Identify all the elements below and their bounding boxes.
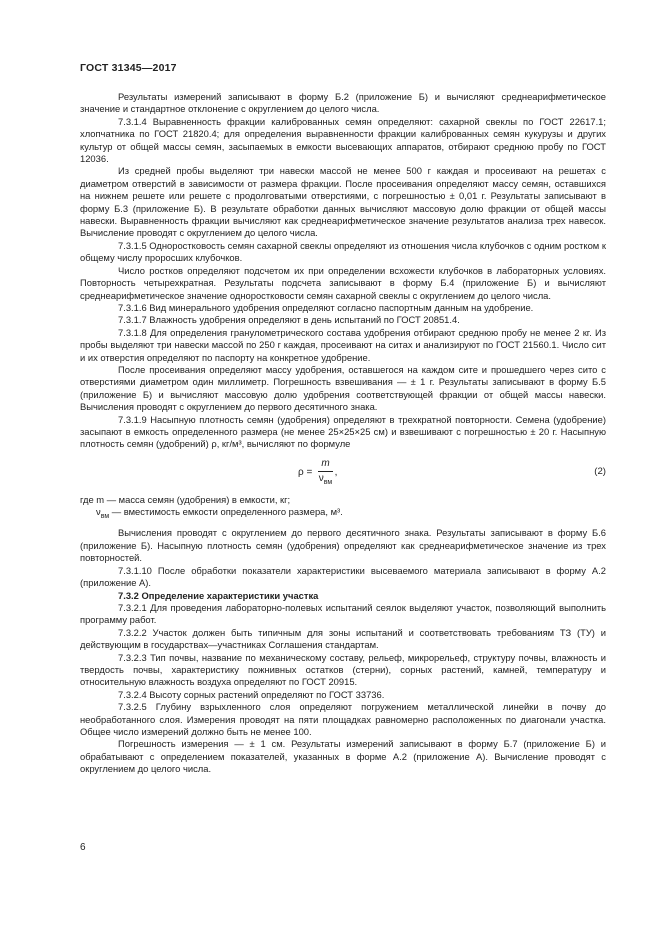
section-heading: 7.3.2 Определение характеристики участка xyxy=(118,589,319,601)
paragraph: 7.3.2.1 Для проведения лабораторно-полевых испытаний сеялок выделяют участок, позволяющий выполнить программу работ. xyxy=(80,601,606,626)
paragraph: 7.3.1.8 Для определения гранулометрического состава удобрения отбирают среднюю пробу не менее 2 кг. Из пробы выделяют три навески массой по 250 г каждая, просеивают на ситах и анализируют по ГОСТ 21560.1. Число сит и их отверстия определяют по паспорту на конкретное удобрение. xyxy=(80,326,606,363)
paragraph: Погрешность измерения — ± 1 см. Результаты измерений записывают в форму Б.7 (приложение Б) и обрабатывают с определением показателей, указанных в форме А.2 (приложение А). Вычисление проводят с округлением до целого числа. xyxy=(80,738,606,775)
formula-number: (2) xyxy=(594,465,606,477)
paragraph: 7.3.1.7 Влажность удобрения определяют в день испытаний по ГОСТ 20851.4. xyxy=(118,314,460,326)
page-number: 6 xyxy=(80,842,86,853)
paragraph: После просеивания определяют массу удобрения, оставшегося на каждом сите и прошедшего через сито с отверстиями диаметром один миллиметр. Погрешность взвешивания — ± 1 г. Результаты записывают в форму Б.5 (приложение Б) и вычисляют массовую долю удобрения соответствующей фракции от общей массы навески. Вычисления проводят с округлением до первого десятичного знака. xyxy=(80,363,606,413)
legend-nu-symbol: ν xyxy=(96,506,101,518)
paragraph: 7.3.1.9 Насыпную плотность семян (удобрения) определяют в трехкратной повторности. Семена (удобрение) засыпают в емкость определенного размера (не менее 25×25×25 см) и взвешивают с погрешностью ± 20 г. Насыпную плотность семян (удобрений) ρ, кг/м³, вычисляют по формуле xyxy=(80,413,606,450)
formula-den-symbol: ν xyxy=(318,472,324,484)
legend-line: где m — масса семян (удобрения) в емкости, кг; xyxy=(80,493,291,505)
document-body xyxy=(80,91,606,776)
formula-denominator xyxy=(319,472,332,489)
paragraph: Число ростков определяют подсчетом их при определении всхожести клубочков в лабораторных условиях. Повторность четырехкратная. Результаты подсчета записывают в форму Б.4 (приложение Б) и вычисляют среднеарифметическое значение одноростковости семян сахарной свеклы с округлением до целого числа. xyxy=(80,264,606,301)
paragraph: Вычисления проводят с округлением до первого десятичного знака. Результаты записывают в форму Б.6 (приложение Б). Насыпную плотность семян (удобрения) определяют как среднеарифметическое значение из трех повторностей. xyxy=(80,527,606,564)
formula-lhs: ρ = xyxy=(298,467,313,479)
formula-expression xyxy=(298,458,337,489)
paragraph: 7.3.1.4 Выравненность фракции калиброванных семян определяют: сахарной свеклы по ГОСТ 22617.1; хлопчатника по ГОСТ 21820.4; для определения выравненности фракции калиброванных семян кукурузы и других культур от общей массы семян, засыпаемых в емкости высевающих аппаратов, отбирают среднюю пробу по ГОСТ 12036. xyxy=(80,115,606,165)
legend-nu-text: — вместимость емкости определенного размера, м³. xyxy=(109,506,343,518)
document-header: ГОСТ 31345—2017 xyxy=(80,62,177,74)
formula-fraction xyxy=(318,458,332,489)
formula-den-sub: вм xyxy=(323,478,333,486)
paragraph: 7.3.2.3 Тип почвы, название по механическому составу, рельеф, микрорельеф, структуру почвы, влажность и твердость почвы, характеристику пожнивных остатков (стерни), сорных растений, камней, температуру и относительную влажность воздуха определяют по ГОСТ 20915. xyxy=(80,651,606,688)
legend-nu-sub: вм xyxy=(100,513,110,521)
formula-tail: , xyxy=(334,467,338,479)
formula-density xyxy=(80,456,606,490)
paragraph: 7.3.1.10 После обработки показатели характеристики высеваемого материала записывают в форму А.2 (приложение А). xyxy=(80,564,606,589)
paragraph: Результаты измерений записывают в форму Б.2 (приложение Б) и вычисляют среднеарифметическое значение и стандартное отклонение с округлением до целого числа. xyxy=(80,91,606,115)
paragraph: 7.3.2.5 Глубину взрыхленного слоя определяют погружением металлической линейки в почву до необработанного слоя. Измерения проводят на пяти площадках равномерно расположенных по диагонали участка. Общее число измерений должно быть не менее 100. xyxy=(80,701,606,737)
paragraph: 7.3.1.5 Одноростковость семян сахарной свеклы определяют из отношения числа клубочков с одним ростком к общему числу проросших клубочков. xyxy=(80,239,606,264)
legend-line xyxy=(80,506,606,523)
paragraph: Из средней пробы выделяют три навески массой не менее 500 г каждая и просеивают на решетах с диаметром отверстий в зависимости от размера фракции. После просеивания определяют массу семян, оставшихся на нижнем решете или решете с продолговатыми отверстиями, с погрешностью ± 0,01 г. Результаты записывают в форму Б.3 (приложение Б). В результате обработки данных вычисляют массовую долю фракции от общей массы навески. Выравненность фракции вычисляют как среднеарифметическое значение результатов анализа трех навесок. Вычисление проводят с округлением до целого числа. xyxy=(80,165,606,239)
formula-numerator: m xyxy=(318,458,332,472)
paragraph: 7.3.1.6 Вид минерального удобрения определяют согласно паспортным данным на удобрение. xyxy=(118,301,534,313)
paragraph: 7.3.2.4 Высоту сорных растений определяют по ГОСТ 33736. xyxy=(118,688,385,700)
paragraph: 7.3.2.2 Участок должен быть типичным для зоны испытаний и соответствовать требованиям ТЗ (ТУ) и действующим в государствах—участниках Соглашения стандартам. xyxy=(80,626,606,651)
